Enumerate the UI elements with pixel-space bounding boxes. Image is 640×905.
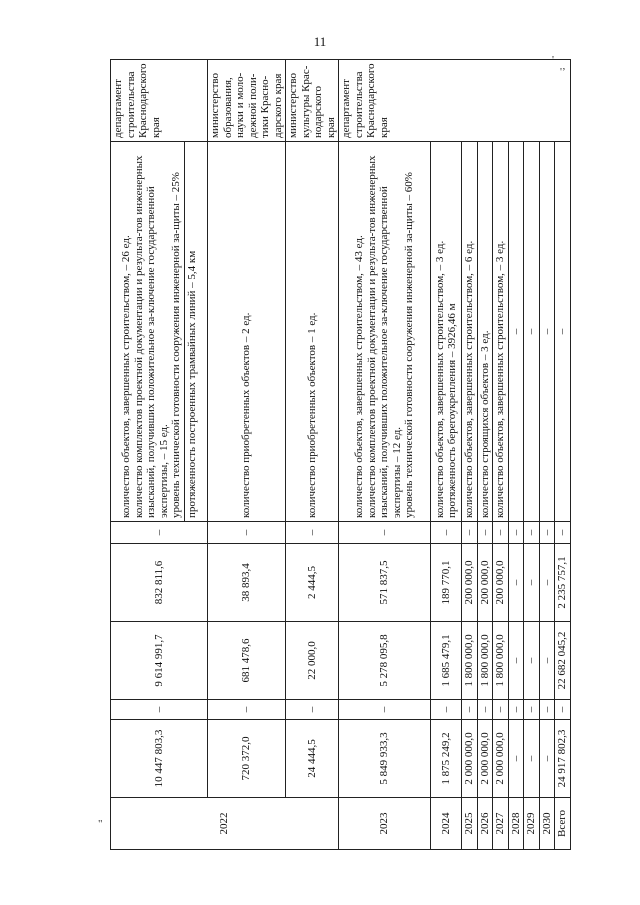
left-margin-mark: " <box>98 818 103 830</box>
value-total: 720 372,0 <box>208 720 286 798</box>
indicator-text: количество объектов, завершенных строительством, – 43 ед. количество комплектов проектной документации и результа-тов инженерных изысканий, получивших положительное за-ключение государственной экспертизы – 12 ед. уровень технической готовности сооружения инженерной за-щиты – 60% <box>339 142 431 522</box>
value-local: 571 837,5 <box>339 544 431 622</box>
value-federal: – <box>462 700 478 720</box>
value-regional: 22 000,0 <box>286 622 339 700</box>
table-row-total <box>555 60 571 850</box>
indicator-text: – <box>524 142 540 522</box>
table-row <box>524 60 540 850</box>
value-other: – <box>493 522 509 544</box>
value-federal: – <box>493 700 509 720</box>
value-regional: 1 800 000,0 <box>493 622 509 700</box>
table-row <box>286 60 339 850</box>
total-label: Всего <box>555 798 571 850</box>
value-other: – <box>111 522 208 544</box>
value-other: – <box>339 522 431 544</box>
value-regional: 22 682 045,2 <box>555 622 571 700</box>
department-cell: министерство образования, науки и моло-дежной поли-тики Красно-дарского края <box>208 60 286 142</box>
value-regional: 5 278 095,8 <box>339 622 431 700</box>
department-cell: министерство культуры Крас-нодарского края <box>286 60 339 142</box>
value-regional: 1 800 000,0 <box>462 622 478 700</box>
table-row <box>493 60 509 850</box>
value-other: – <box>539 522 555 544</box>
table-row <box>539 60 555 850</box>
value-regional: 681 478,6 <box>208 622 286 700</box>
right-margin-mark: ' <box>552 54 554 66</box>
value-regional: 1 800 000,0 <box>477 622 493 700</box>
value-federal: – <box>508 700 524 720</box>
value-total: – <box>539 720 555 798</box>
table-row <box>462 60 478 850</box>
rotated-table-wrapper <box>110 60 568 850</box>
indicator-text: – <box>539 142 555 522</box>
indicator-text: – <box>555 142 571 522</box>
value-regional: – <box>524 622 540 700</box>
value-other: – <box>431 522 462 544</box>
value-regional: – <box>508 622 524 700</box>
value-total: 2 000 000,0 <box>493 720 509 798</box>
right-margin-mark-2: '’ <box>560 66 566 78</box>
indicator-text: количество объектов, завершенных строительством, – 3 ед. <box>493 142 509 522</box>
value-federal: – <box>431 700 462 720</box>
value-local: 200 000,0 <box>493 544 509 622</box>
indicator-text: количество приобретенных объектов – 2 ед. <box>208 142 286 522</box>
value-other: – <box>555 522 571 544</box>
indicator-text: протяженность построенных трамвайных линий – 5,4 км <box>185 250 198 518</box>
value-other: – <box>508 522 524 544</box>
value-federal: – <box>111 700 208 720</box>
year-cell: 2026 <box>477 798 493 850</box>
table-row <box>339 60 431 850</box>
indicator-text: количество строящихся объектов – 3 ед. <box>477 142 493 522</box>
rotated-table-area <box>110 60 568 850</box>
year-cell: 2029 <box>524 798 540 850</box>
department-cell: департамент строительства Краснодарского края <box>339 60 571 142</box>
table-row <box>111 60 208 850</box>
value-total: 5 849 933,3 <box>339 720 431 798</box>
value-total: 10 447 803,3 <box>111 720 208 798</box>
value-local: 38 893,4 <box>208 544 286 622</box>
value-regional: – <box>539 622 555 700</box>
indicator-text: количество объектов, завершенных строительством, – 6 ед. <box>462 142 478 522</box>
table-row <box>208 60 286 850</box>
value-federal: – <box>555 700 571 720</box>
value-total: 2 000 000,0 <box>462 720 478 798</box>
value-local: 832 811,6 <box>111 544 208 622</box>
year-cell: 2025 <box>462 798 478 850</box>
indicator-cell <box>111 142 208 522</box>
value-regional: 1 685 479,1 <box>431 622 462 700</box>
value-other: – <box>524 522 540 544</box>
indicator-text: количество объектов, завершенных строительством, – 26 ед. количество комплектов проектной документации и результа-тов инженерных изысканий, получивших положительное за-ключение государственной экспертизы, – 15 ед. уровень технической готовности сооружения инженерной за-щиты – 25% <box>119 142 185 521</box>
value-local: – <box>508 544 524 622</box>
value-local: 200 000,0 <box>477 544 493 622</box>
value-total: 24 917 802,3 <box>555 720 571 798</box>
value-other: – <box>286 522 339 544</box>
year-cell: 2027 <box>493 798 509 850</box>
value-federal: – <box>208 700 286 720</box>
value-local: – <box>524 544 540 622</box>
value-total: 2 000 000,0 <box>477 720 493 798</box>
value-federal: – <box>524 700 540 720</box>
value-other: – <box>462 522 478 544</box>
indicator-text: – <box>508 142 524 522</box>
department-cell: департамент строительства Краснодарского края <box>111 60 208 142</box>
year-cell: 2024 <box>431 798 462 850</box>
table-row <box>431 60 462 850</box>
value-federal: – <box>477 700 493 720</box>
value-local: – <box>539 544 555 622</box>
value-local: 200 000,0 <box>462 544 478 622</box>
value-local: 2 444,5 <box>286 544 339 622</box>
value-federal: – <box>539 700 555 720</box>
value-local: 2 235 757,1 <box>555 544 571 622</box>
value-total: – <box>524 720 540 798</box>
year-cell: 2030 <box>539 798 555 850</box>
value-federal: – <box>286 700 339 720</box>
table-row <box>477 60 493 850</box>
value-federal: – <box>339 700 431 720</box>
page-number: 11 <box>313 34 327 49</box>
value-total: – <box>508 720 524 798</box>
indicator-text: количество объектов, завершенных строительством, – 3 ед. протяженность берегоукрепления – 3926,46 м <box>431 142 462 522</box>
value-other: – <box>208 522 286 544</box>
value-total: 1 875 249,2 <box>431 720 462 798</box>
year-cell: 2023 <box>339 798 431 850</box>
year-cell: 2028 <box>508 798 524 850</box>
indicator-text: количество приобретенных объектов – 1 ед. <box>286 142 339 522</box>
value-other: – <box>477 522 493 544</box>
value-regional: 9 614 991,7 <box>111 622 208 700</box>
year-cell: 2022 <box>111 798 339 850</box>
program-table <box>110 59 571 850</box>
value-local: 189 770,1 <box>431 544 462 622</box>
value-total: 24 444,5 <box>286 720 339 798</box>
table-row <box>508 60 524 850</box>
